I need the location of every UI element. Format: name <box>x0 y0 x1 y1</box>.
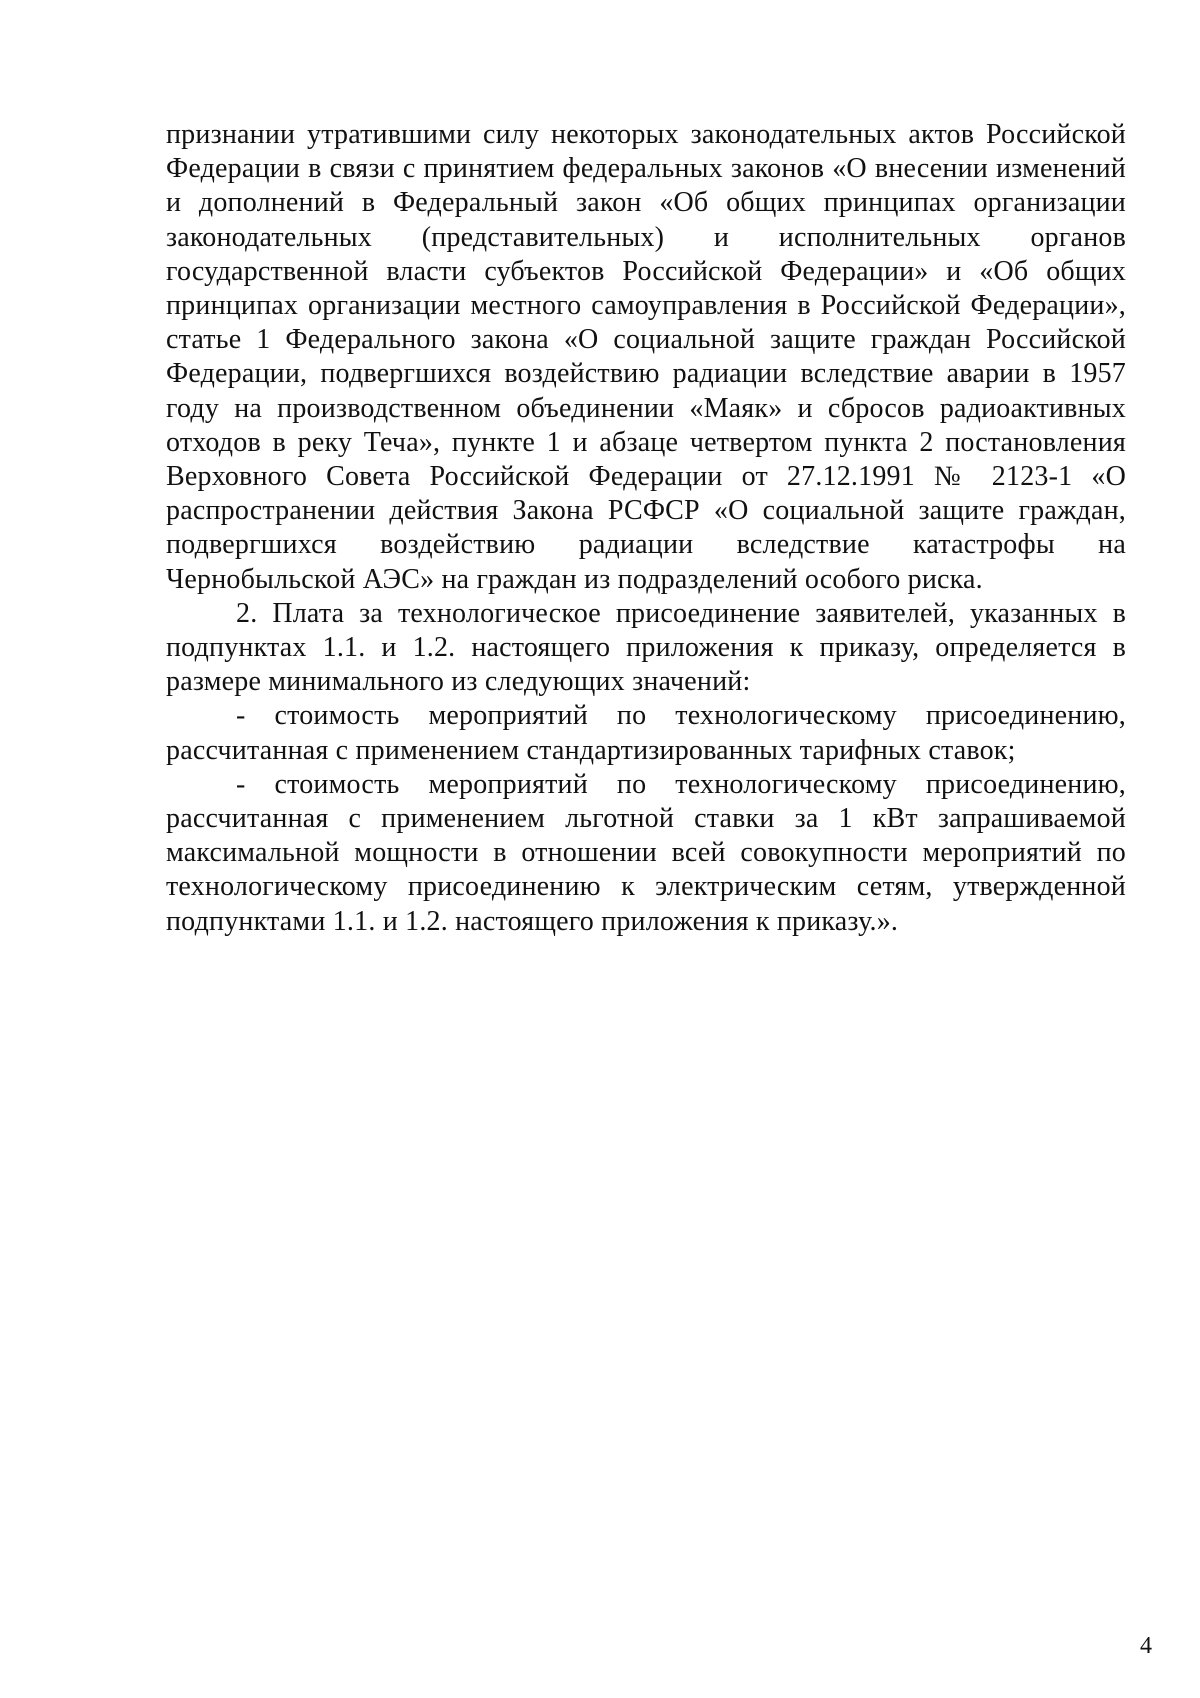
paragraph-bullet-standard-rates: - стоимость мероприятий по технологическому присоединению, рассчитанная с применением стандартизированных тарифных ставок; <box>166 700 1126 766</box>
paragraph-bullet-preferential-rate: - стоимость мероприятий по технологическому присоединению, рассчитанная с применением льготной ставки за 1 кВт запрашиваемой максимальной мощности в отношении всей совокупности мероприятий по технологическому присоединению к электрическим сетям, утвержденной подпунктами 1.1. и 1.2. настоящего приложения к приказу.». <box>166 768 1126 937</box>
paragraph-item-2: 2. Плата за технологическое присоединение заявителей, указанных в подпунктах 1.1. и 1.2. настоящего приложения к приказу, определяется в размере минимального из следующих значений: <box>166 597 1126 698</box>
document-body <box>166 118 1126 939</box>
page-number: 4 <box>1140 1633 1152 1659</box>
paragraph-continuation: признании утратившими силу некоторых законодательных актов Российской Федерации в связи с принятием федеральных законов «О внесении изменений и дополнений в Федеральный закон «Об общих принципах организации законодательных (представительных) и исполнительных органов государственной власти субъектов Российской Федерации» и «Об общих принципах организации местного самоуправления в Российской Федерации», статье 1 Федерального закона «О социальной защите граждан Российской Федерации, подвергшихся воздействию радиации вследствие аварии в 1957 году на производственном объединении «Маяк» и сбросов радиоактивных отходов в реку Теча», пункте 1 и абзаце четвертом пункта 2 постановления Верховного Совета Российской Федерации от 27.12.1991 № 2123-1 «О распространении действия Закона РСФСР «О социальной защите граждан, подвергшихся воздействию радиации вследствие катастрофы на Чернобыльской АЭС» на граждан из подразделений особого риска. <box>166 119 1126 595</box>
